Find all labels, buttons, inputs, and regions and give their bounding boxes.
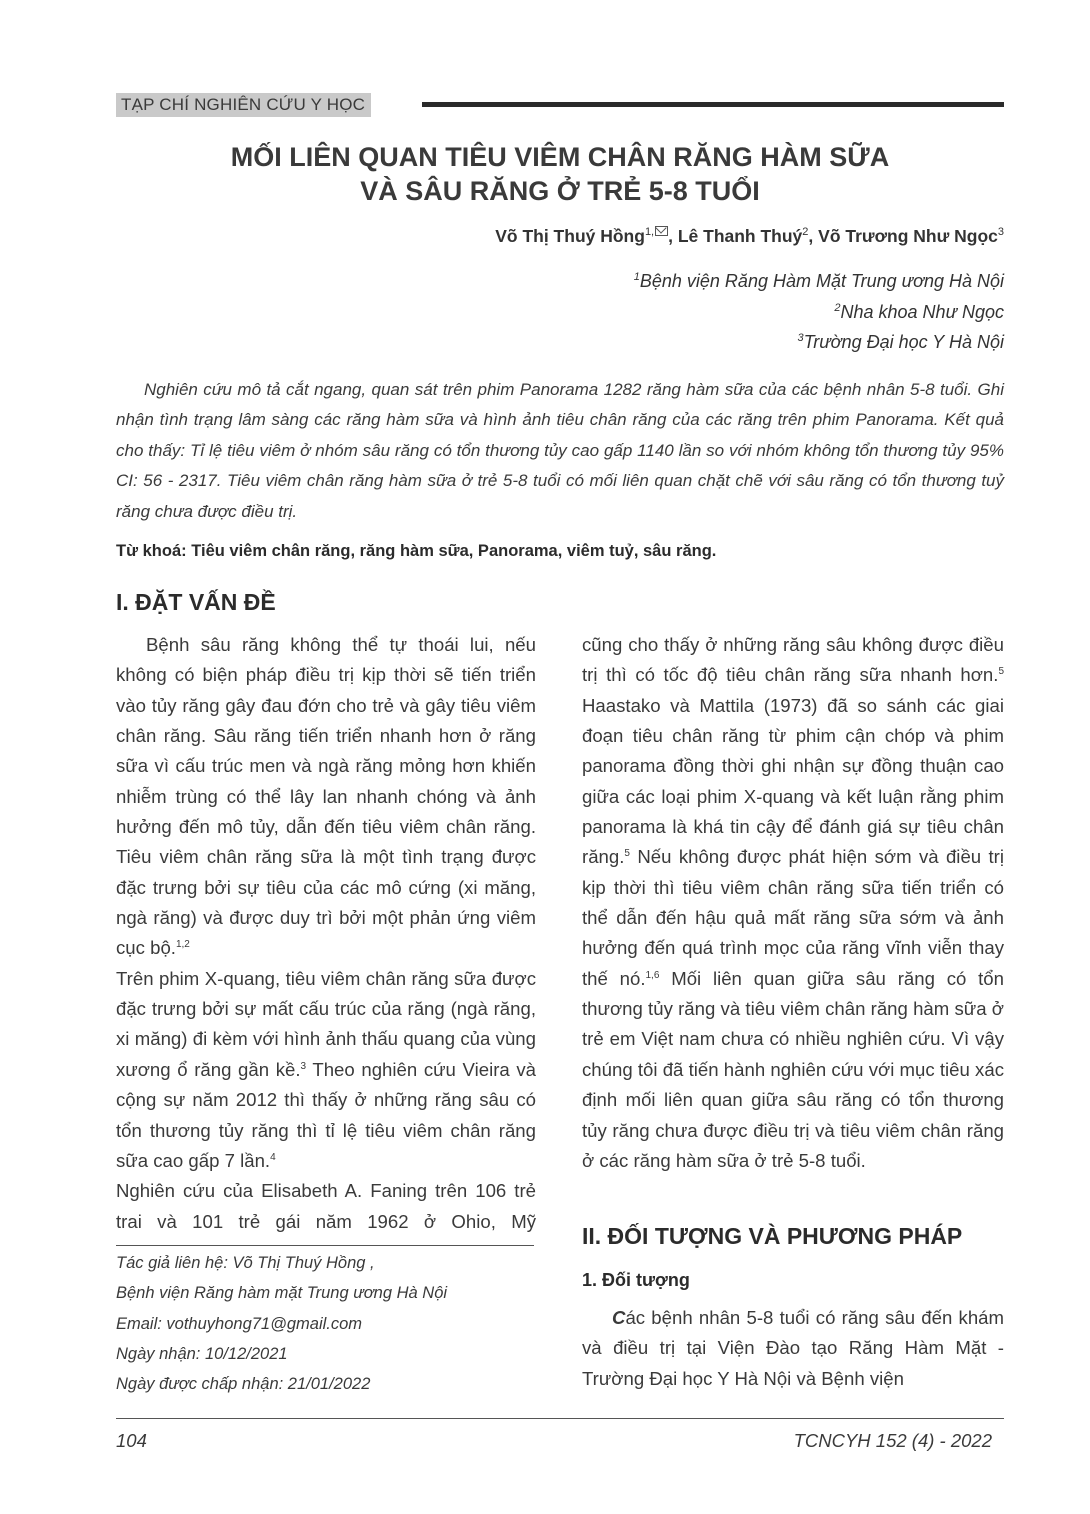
left-column [116,630,536,1237]
footnote-email: Email: vothuyhong71@gmail.com [116,1314,363,1333]
drop-letter: C [612,1307,626,1328]
footnote-accepted: Ngày được chấp nhận: 21/01/2022 [116,1375,371,1394]
citation-ref: 4 [270,1151,276,1163]
author-3: , Võ Trương Như Ngọc [808,226,998,246]
footnote-rule [116,1245,534,1246]
footnote-institution: Bệnh viện Răng hàm mặt Trung ương Hà Nội [116,1284,448,1303]
keywords: Từ khoá: Tiêu viêm chân răng, răng hàm sữa, Panorama, viêm tuỷ, sâu răng. [116,542,717,560]
right-paragraph-1: cũng cho thấy ở những răng sâu không được điều trị thì có tốc độ tiêu chân răng sữa nhanh hơn.$^5$ Haastako và Mattila (1973) đã so sánh các giai đoạn tiêu chân răng từ phim cận chóp và phim panorama đồng thời ghi nhận sự đồng thuận cao giữa các loại phim X-quang và kết luận rằng phim panorama là khá tin cậy để đánh giá sự tiêu chân răng.$^5$ Nếu không được phát hiện sớm và điều trị kịp thời thì tiêu viêm chân răng sữa tiến triển có thể dẫn đến hậu quả mất răng sữa sớm và ảnh hưởng đến quá trình mọc của răng vĩnh viễn thay thế nó.$^{1,6}$ Mối liên quan giữa sâu răng có tổn thương tủy răng và tiêu viêm chân răng hàm sữa ở trẻ em Việt nam chưa có nhiều nghiên cứu. Vì vậy chúng tôi đã tiến hành nghiên cứu với mục tiêu xác định mối liên quan giữa sâu răng có tổn thương tủy răng chưa được điều trị và tiêu viêm chân răng ở các răng hàm sữa ở trẻ 5-8 tuổi. [582,634,1004,1171]
section-2-heading: II. ĐỐI TƯỢNG VÀ PHƯƠNG PHÁP [582,1223,963,1249]
citation-ref: 5 [998,666,1004,678]
affiliation-2: $^2$Nha khoa Như Ngọc [834,302,1004,322]
citation-ref: 5 [624,848,630,860]
footer-rule [116,1418,1004,1419]
author-2: , Lê Thanh Thuý [668,226,803,246]
footnote [116,1248,447,1399]
section-2-body: Các bệnh nhân 5-8 tuổi có răng sâu đến khám và điều trị tại Viện Đào tạo Răng Hàm Mặt - Trường Đại học Y Hà Nội và Bệnh viện [582,1307,1004,1389]
left-paragraph-3: Nghiên cứu của Elisabeth A. Faning trên 106 trẻ trai và 101 trẻ gái năm 1962 ở Ohio, Mỹ [116,1180,536,1232]
citation-ref: 1,6 [645,969,660,981]
author-3-sup: 3 [997,226,1004,239]
abstract: Nghiên cứu mô tả cắt ngang, quan sát trên phim Panorama 1282 răng hàm sữa của các bệnh nhân 5-8 tuổi. Ghi nhận tình trạng lâm sàng các răng hàm sữa và hình ảnh tiêu chân răng của các răng trên phim Panorama. Kết quả cho thấy: Tỉ lệ tiêu viêm ở nhóm sâu răng có tổn thương tủy cao gấp 1140 lần so với nhóm không tổn thương tủy 95% CI: 56 - 2317. Tiêu viêm chân răng hàm sữa ở trẻ 5-8 tuổi có mối liên quan chặt chẽ với sâu răng có tổn thương tuỷ răng chưa được điều trị. [116,380,1004,521]
article-title [120,140,1000,208]
left-paragraph-1: Bệnh sâu răng không thể tự thoái lui, nếu không có biện pháp điều trị kịp thời sẽ tiến triển vào tủy răng gây đau đớn cho trẻ và gây tiêu viêm chân răng. Sâu răng tiến triển nhanh hơn ở răng sữa vì cấu trúc men và ngà răng mỏng hơn khiến nhiễm trùng có thể lây lan nhanh chóng và ảnh hưởng đến mô tủy, dẫn đến tiêu viêm chân răng. Tiêu viêm chân răng sữa là một tình trạng được đặc trưng bởi sự tiêu của các mô cứng (xi măng, ngà răng) và được duy trì bởi một phản ứng viêm cục bộ.$^{1,2}$ [116,634,536,959]
citation-ref: 3 [300,1060,307,1072]
author-1-sup: 1, [644,226,655,239]
title-line-1: MỐI LIÊN QUAN TIÊU VIÊM CHÂN RĂNG HÀM SỮA [230,142,890,172]
author-2-sup: 2 [802,226,809,239]
footnote-received: Ngày nhận: 10/12/2021 [116,1344,288,1363]
envelope-icon [655,226,668,236]
page-number: 104 [116,1430,147,1451]
header-rule [422,102,1004,107]
author-list [495,226,1004,247]
journal-reference: TCNCYH 152 (4) - 2022 [793,1430,992,1451]
journal-label: TẠP CHÍ NGHIÊN CỨU Y HỌC [116,93,371,117]
citation-ref: 1,2 [175,939,190,951]
right-column [582,630,1004,1176]
affiliation-1: $^1$Bệnh viện Răng Hàm Mặt Trung ương Hà Nội [633,271,1004,291]
title-line-2: VÀ SÂU RĂNG Ở TRẺ 5-8 TUỔI [360,176,760,206]
subsection-heading: 1. Đối tượng [582,1270,690,1290]
section-1-heading: I. ĐẶT VẤN ĐỀ [116,589,276,615]
journal-header [116,93,1004,117]
footnote-contact: Tác giả liên hệ: Võ Thị Thuý Hồng , [116,1254,375,1272]
affiliation-3: $^3$Trường Đại học Y Hà Nội [797,332,1004,352]
left-paragraph-2: Trên phim X-quang, tiêu viêm chân răng sữa được đặc trưng bởi sự mất cấu trúc của răng (ngà răng, xi măng) đi kèm với hình ảnh thấu quang của vùng xương ổ răng gần kề.$^3$ Theo nghiên cứu Vieira và cộng sự năm 2012 thì thấy ở những răng sâu có tổn thương tủy răng thì tỉ lệ tiêu viêm chân răng sữa cao gấp 7 lần.$^4$ [116,967,536,1171]
author-1: Võ Thị Thuý Hồng [495,226,645,246]
